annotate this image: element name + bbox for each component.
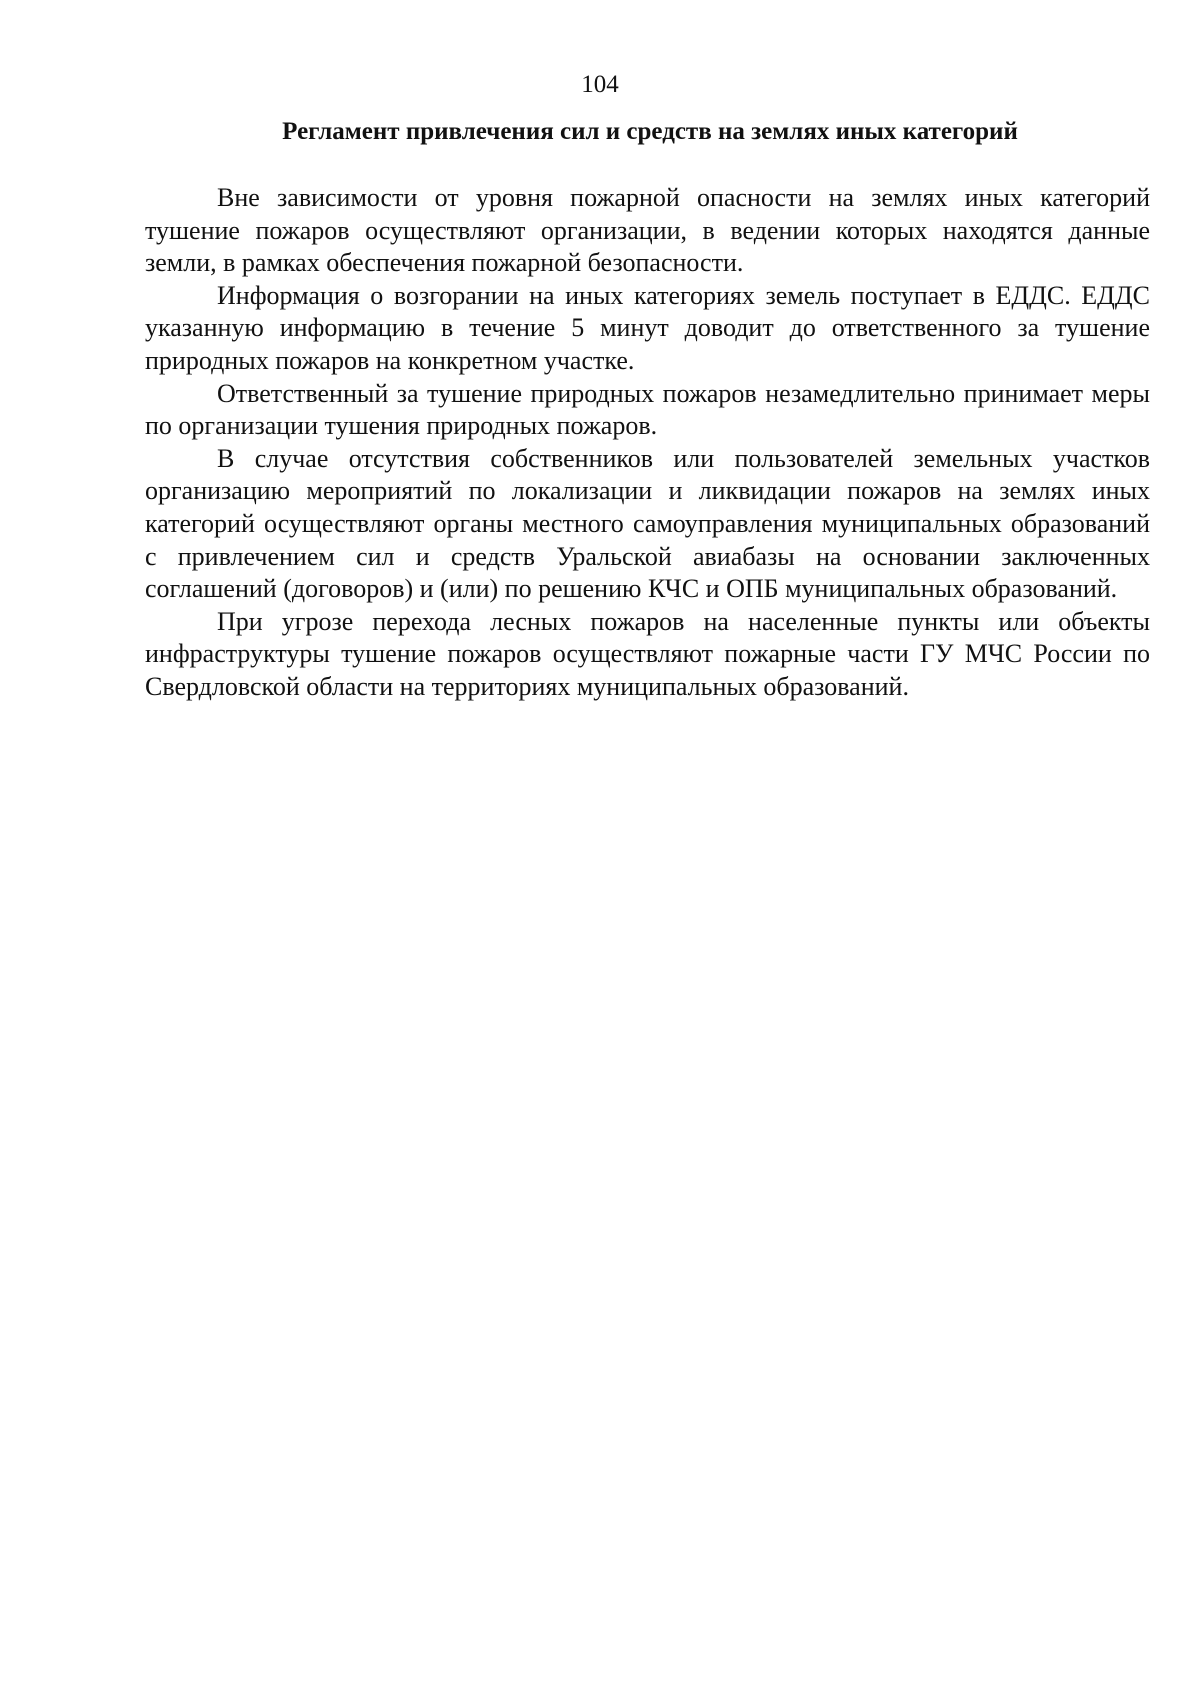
paragraph: Информация о возгорании на иных категориях земель поступает в ЕДДС. ЕДДС указанную информацию в течение 5 минут доводит до ответственного за тушение природных пожаров на конкретном участке. — [145, 280, 1150, 375]
paragraph: При угрозе перехода лесных пожаров на населенные пункты или объекты инфраструктуры тушение пожаров осуществляют пожарные части ГУ МЧС России по Свердловской области на территориях муниципальных образований. — [145, 606, 1150, 701]
paragraph: В случае отсутствия собственников или пользователей земельных участков организацию мероприятий по локализации и ликвидации пожаров на землях иных категорий осуществляют органы местного самоуправления муниципальных образований с привлечением сил и средств Уральской авиабазы на основании заключенных соглашений (договоров) и (или) по решению КЧС и ОПБ муниципальных образований. — [145, 443, 1150, 604]
document-title: Регламент привлечения сил и средств на землях иных категорий — [282, 118, 1018, 145]
document-body — [145, 182, 1150, 704]
paragraph: Вне зависимости от уровня пожарной опасности на землях иных категорий тушение пожаров осуществляют организации, в ведении которых находятся данные земли, в рамках обеспечения пожарной безопасности. — [145, 183, 1150, 278]
page-number: 104 — [581, 71, 619, 98]
paragraph: Ответственный за тушение природных пожаров незамедлительно принимает меры по организации тушения природных пожаров. — [145, 378, 1150, 441]
